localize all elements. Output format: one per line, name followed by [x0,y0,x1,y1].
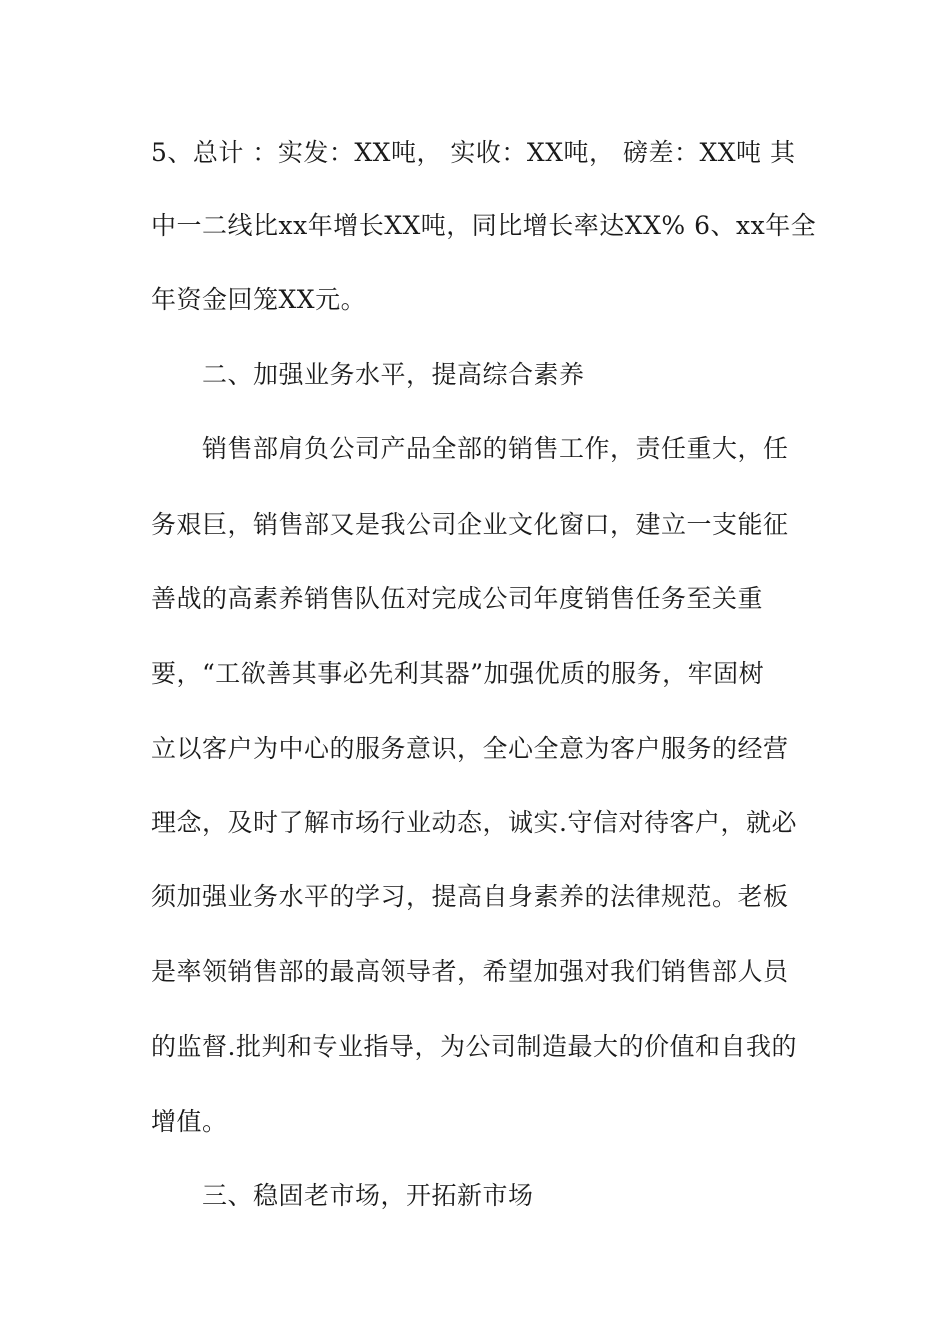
section-heading-3: 三、稳固老市场，开拓新市场 [202,1181,534,1210]
paragraph-line: 是率领销售部的最高领导者，希望加强对我们销售部人员 [151,957,789,986]
paragraph-line: 善战的高素养销售队伍对完成公司年度销售任务至关重 [151,584,764,613]
paragraph-line: 增值。 [151,1107,228,1136]
paragraph-line: 销售部肩负公司产品全部的销售工作，责任重大，任 [202,434,789,463]
paragraph-line: 的监督.批判和专业指导，为公司制造最大的价值和自我的 [151,1032,797,1061]
paragraph-line: 立以客户为中心的服务意识，全心全意为客户服务的经营 [151,734,789,763]
paragraph-line: 要，“工欲善其事必先利其器”加强优质的服务，牢固树 [151,659,765,688]
section-heading-2: 二、加强业务水平，提高综合素养 [202,360,585,389]
text-line-funds: 年资金回笼XX元。 [151,285,367,314]
text-line-totals: 5、总计 ：实发：XX吨， 实收：XX吨， 磅差：XX吨 其 [151,138,796,167]
paragraph-line: 务艰巨，销售部又是我公司企业文化窗口，建立一支能征 [151,510,789,539]
paragraph-line: 理念，及时了解市场行业动态，诚实.守信对待客户，就必 [151,808,797,837]
paragraph-line: 须加强业务水平的学习，提高自身素养的法律规范。老板 [151,882,789,911]
text-line-growth: 中一二线比xx年增长XX吨，同比增长率达XX% 6、xx年全 [151,211,817,240]
